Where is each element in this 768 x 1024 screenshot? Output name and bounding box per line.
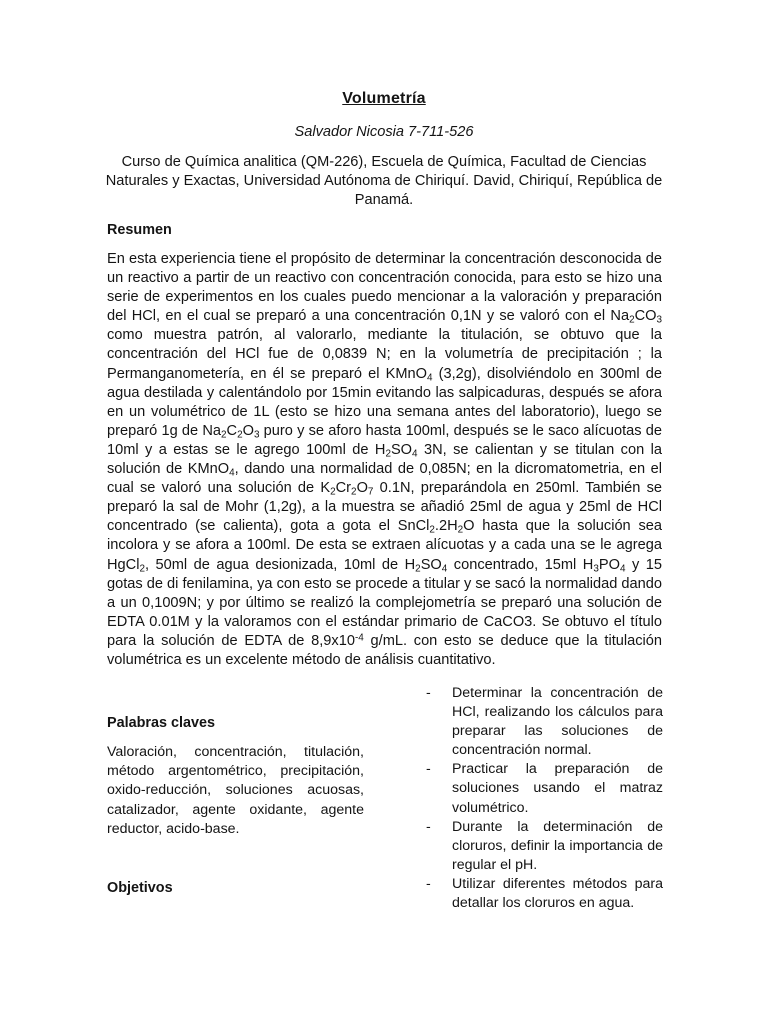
objective-item: - Practicar la preparación de soluciones usando el matraz volumétrico.: [426, 761, 663, 816]
keywords-heading: Palabras claves: [107, 715, 216, 731]
paper-title: Volumetría: [342, 90, 426, 107]
objective-item: - Determinar la concentración de HCl, realizando los cálculos para preparar las soluciones de concentración normal.: [426, 685, 663, 759]
objectives-list: [420, 684, 663, 913]
affiliation: Curso de Química analitica (QM-226), Escuela de Química, Facultad de Ciencias Naturales y Exactas, Universidad Autónoma de Chiriquí. David, Chiriquí, República de Panamá.: [105, 154, 663, 208]
dash-bullet: -: [426, 818, 431, 835]
objective-item: - Durante la determinación de cloruros, definir la importancia de regular el pH.: [426, 818, 663, 873]
dash-bullet: -: [426, 761, 431, 778]
dash-bullet: -: [426, 875, 431, 892]
keywords-text: Valoración, concentración, titulación, método argentométrico, precipitación, oxido-reducción, soluciones acuosas, catalizador, agente oxidante, agente reductor, acido-base.: [107, 744, 364, 837]
dash-bullet: -: [426, 685, 431, 701]
objective-item: - Utilizar diferentes métodos para detallar los cloruros en agua.: [426, 875, 663, 912]
objectives-heading: Objetivos: [107, 880, 173, 896]
abstract-heading: Resumen: [107, 222, 172, 238]
abstract-text: En esta experiencia tiene el propósito de determinar la concentración desconocida de un reactivo a partir de un reactivo con concentración conocida, para esto se hizo una serie de experimentos en los cuales puedo mencionar a la valoración y preparación del HCl, en el cual se preparó a una concentración 0,1N y se valoró con el $Na_2CO_3$ como muestra patrón, al valorarlo, mediante la titulación, se obtuvo que la concentración del HCl fue de 0,0839 N; en la volumetría de precipitación ; la Permanganometería, en él se preparó el KMnO$_4$ (3,2g), disolviéndolo en 300ml de agua destilada y calentándolo por 15min evitando las salpicaduras, después se afora en un volumétrico de 1L (esto se hizo una semana antes del laboratorio), luego se preparó 1g de $Na_2C_2O_3$ puro y se aforo hasta 100ml, después se le saco alícuotas de 10ml y a estas se le agrego 100ml de $H_2SO_4$ 3N, se calientan y se titulan con la solución de KMnO$_4$, dando una normalidad de 0,085N; en la dicromatometria, en el cual se valoró una solución de $K_2Cr_2O_7$ 0.1N, preparándola en 250ml. También se preparó la sal de Mohr (1,2g), a la muestra se añadió 25ml de agua y 25ml de HCl concentrado (se calienta), gota a gota el $SnCl_2.2H_2O$ hasta que la solución sea incolora y se afora a 100ml. De esta se extraen alícuotas y a cada una se le agrega HgCl$_2$, 50ml de agua desionizada, 10ml de $H_2SO_4$ concentrado, 15ml $H_3PO_4$ y 15 gotas de di fenilamina, ya con esto se procede a titular y se sacó la normalidad dando a un 0,1009N; y por último se realizó la complejometría se preparó una solución de EDTA 0.01M y la valoramos con el estándar primario de CaCO3. Se obtuvo el título para la solución de EDTA de $8,9x10^{-4}$ g/mL. con esto se deduce que la titulación volumétrica es un excelente método de análisis cuantitativo.: [107, 251, 663, 668]
author-line: Salvador Nicosia 7-711-526: [294, 124, 474, 140]
